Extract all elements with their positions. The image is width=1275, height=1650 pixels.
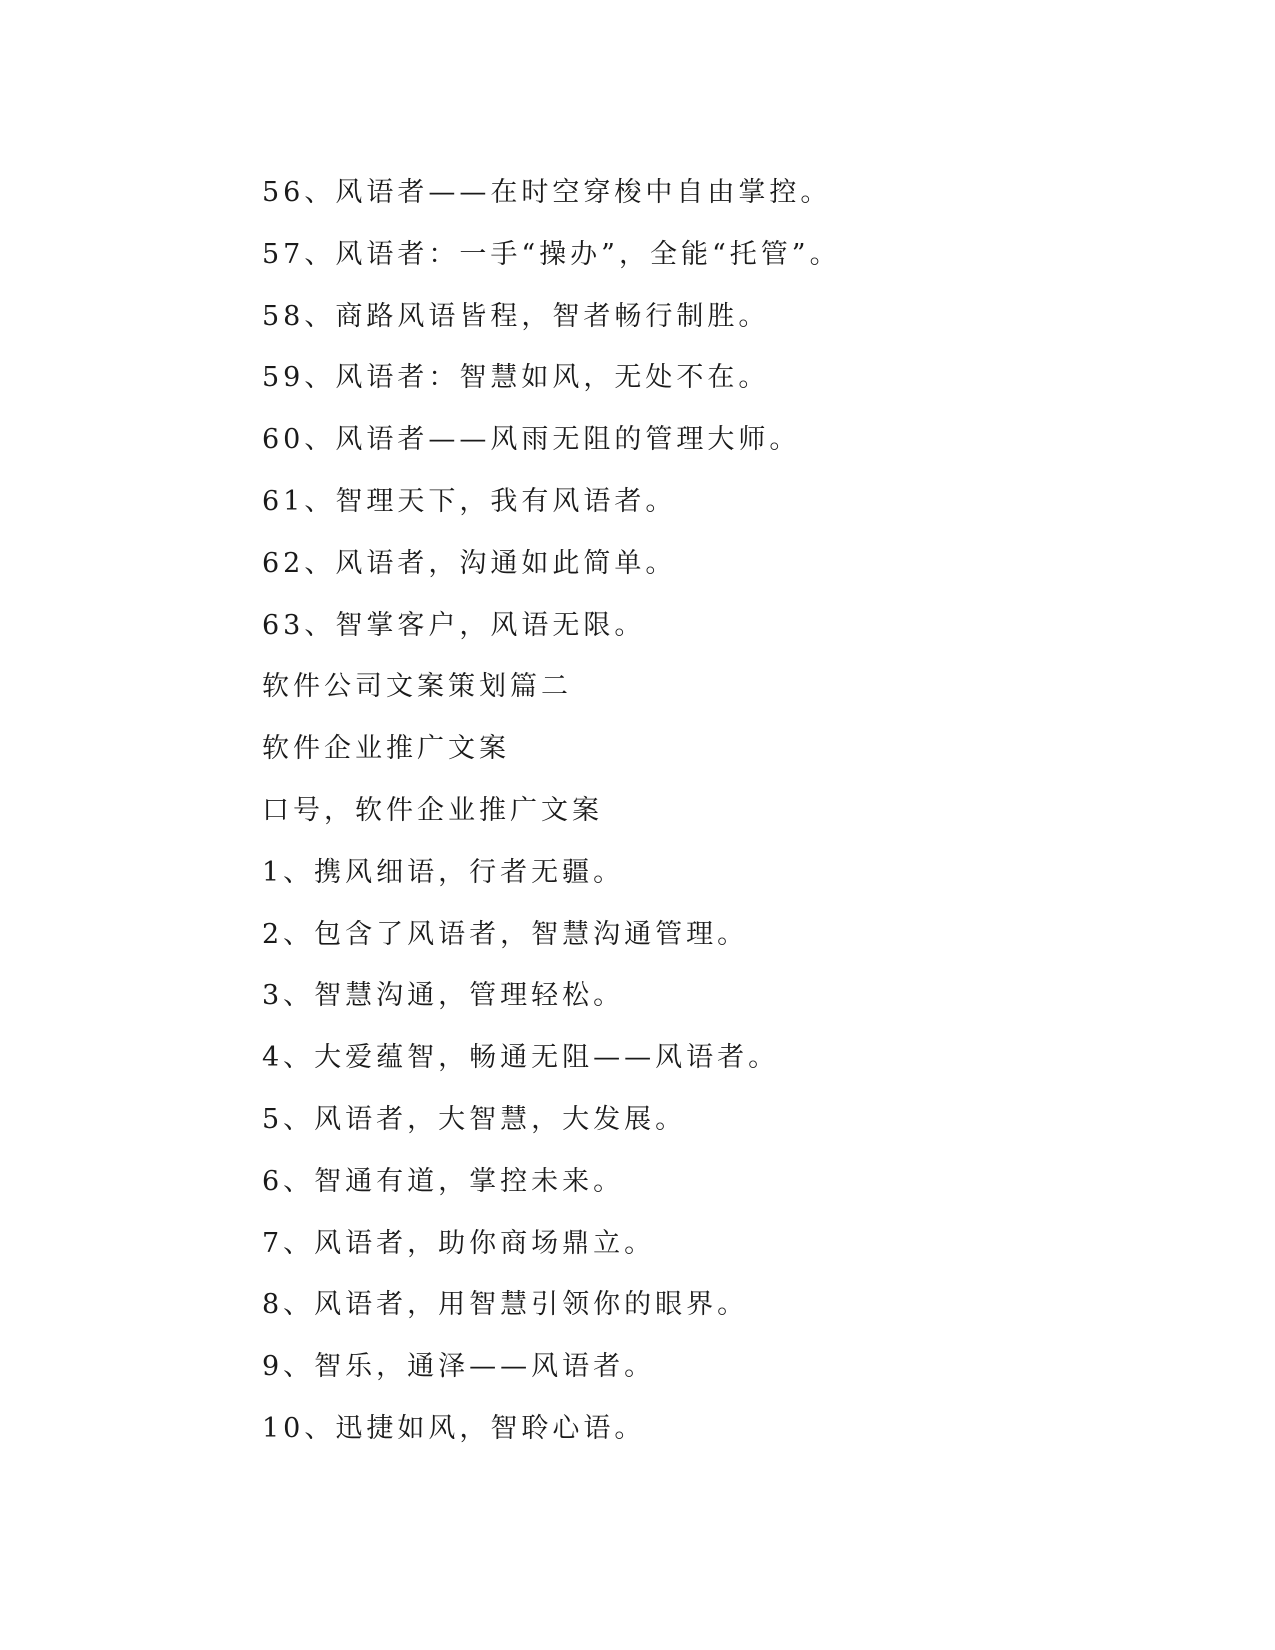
document-body [262, 162, 1182, 1460]
slogan-5: 5、风语者，大智慧，大发展。 [262, 1103, 687, 1135]
slogan-61: 61、智理天下，我有风语者。 [262, 485, 677, 517]
slogan-2: 2、包含了风语者，智慧沟通管理。 [262, 918, 749, 950]
slogan-62: 62、风语者，沟通如此简单。 [262, 547, 677, 579]
slogan-58: 58、商路风语皆程，智者畅行制胜。 [262, 300, 770, 332]
slogan-1: 1、携风细语，行者无疆。 [262, 856, 625, 888]
slogan-10: 10、迅捷如风，智聆心语。 [262, 1412, 646, 1444]
slogan-9: 9、智乐，通泽——风语者。 [262, 1351, 656, 1383]
slogan-6: 6、智通有道，掌控未来。 [262, 1165, 625, 1197]
slogan-57: 57、风语者：一手“操办”，全能“托管”。 [262, 238, 841, 270]
slogan-60: 60、风语者——风雨无阻的管理大师。 [262, 424, 801, 456]
subheading-slogans: 口号，软件企业推广文案 [262, 794, 603, 826]
slogan-3: 3、智慧沟通，管理轻松。 [262, 980, 625, 1012]
slogan-56: 56、风语者——在时空穿梭中自由掌控。 [262, 177, 832, 208]
slogan-59: 59、风语者：智慧如风，无处不在。 [262, 362, 770, 394]
slogan-8: 8、风语者，用智慧引领你的眼界。 [262, 1289, 749, 1321]
slogan-7: 7、风语者，助你商场鼎立。 [262, 1227, 656, 1259]
slogan-63: 63、智掌客户，风语无限。 [262, 609, 646, 641]
slogan-4: 4、大爱蕴智，畅通无阻——风语者。 [262, 1042, 780, 1074]
subheading-promo: 软件企业推广文案 [262, 733, 510, 765]
section-heading: 软件公司文案策划篇二 [262, 671, 572, 703]
